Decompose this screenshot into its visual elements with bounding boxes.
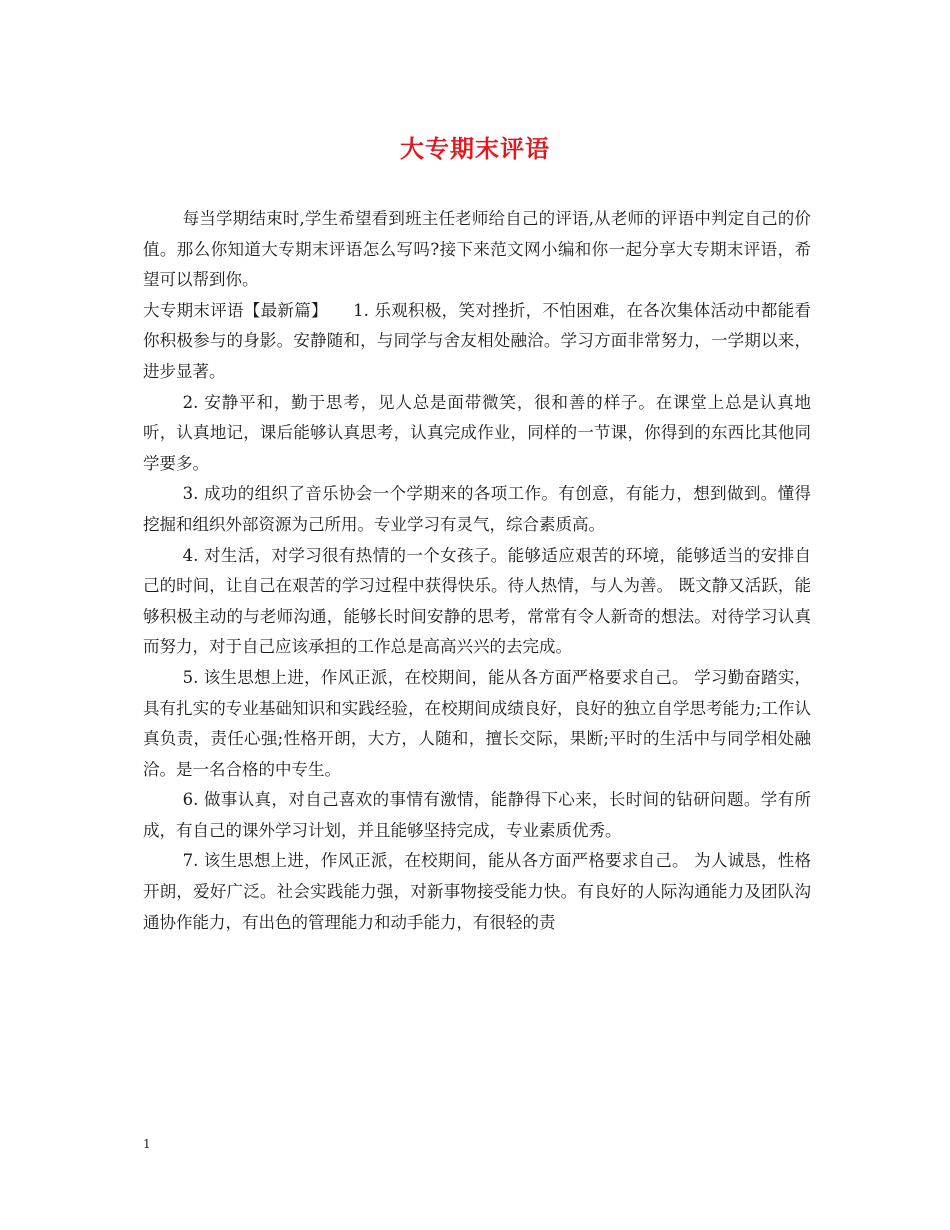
paragraph-comment-4: 4. 对生活，对学习很有热情的一个女孩子。能够适应艰苦的环境，能够适当的安排自己的时间，让自己在艰苦的学习过程中获得快乐。待人热情，与人为善。 既文静又活跃，能够积极主动的与老师沟通，能够长时间安静的思考，常常有令人新奇的想法。对待学习认真而努力，对于自己应该承担的工作总是高高兴兴的去完成。	[143, 545, 811, 657]
paragraph-comment-6: 6. 做事认真，对自己喜欢的事情有激情，能静得下心来，长时间的钻研问题。学有所成，有自己的课外学习计划，并且能够坚持完成，专业素质优秀。	[143, 790, 811, 840]
paragraph-comment-7: 7. 该生思想上进，作风正派，在校期间，能从各方面严格要求自己。 为人诚恳，性格开朗，爱好广泛。社会实践能力强，对新事物接受能力快。有良好的人际沟通能力及团队沟通协作能力，有出色的管理能力和动手能力，有很轻的责	[143, 851, 811, 932]
paragraph-comment-3: 3. 成功的组织了音乐协会一个学期来的各项工作。有创意，有能力，想到做到。懂得挖掘和组织外部资源为己所用。专业学习有灵气，综合素质高。	[143, 484, 811, 534]
paragraph-comment-1: 大专期末评语【最新篇】 1. 乐观积极，笑对挫折，不怕困难，在各次集体活动中都能看你积极参与的身影。安静随和，与同学与舍友相处融洽。学习方面非常努力，一学期以来，进步显著。	[143, 300, 811, 381]
document-title: 大专期末评语	[400, 134, 550, 163]
paragraph-comment-5: 5. 该生思想上进，作风正派，在校期间，能从各方面严格要求自己。 学习勤奋踏实，具有扎实的专业基础知识和实践经验，在校期间成绩良好，良好的独立自学思考能力;工作认真负责，责任心强;性格开朗，大方，人随和，擅长交际，果断;平时的生活中与同学相处融洽。是一名合格的中专生。	[143, 667, 811, 779]
page-number: 1	[143, 1137, 151, 1151]
paragraph-intro: 每当学期结束时,学生希望看到班主任老师给自己的评语,从老师的评语中判定自己的价值。那么你知道大专期末评语怎么写吗?接下来范文网小编和你一起分享大专期末评语，希望可以帮到你。	[143, 209, 811, 290]
document-body	[143, 204, 811, 938]
paragraph-comment-2: 2. 安静平和，勤于思考，见人总是面带微笑，很和善的样子。在课堂上总是认真地听，认真地记，课后能够认真思考，认真完成作业，同样的一节课，你得到的东西比其他同学要多。	[143, 392, 811, 473]
